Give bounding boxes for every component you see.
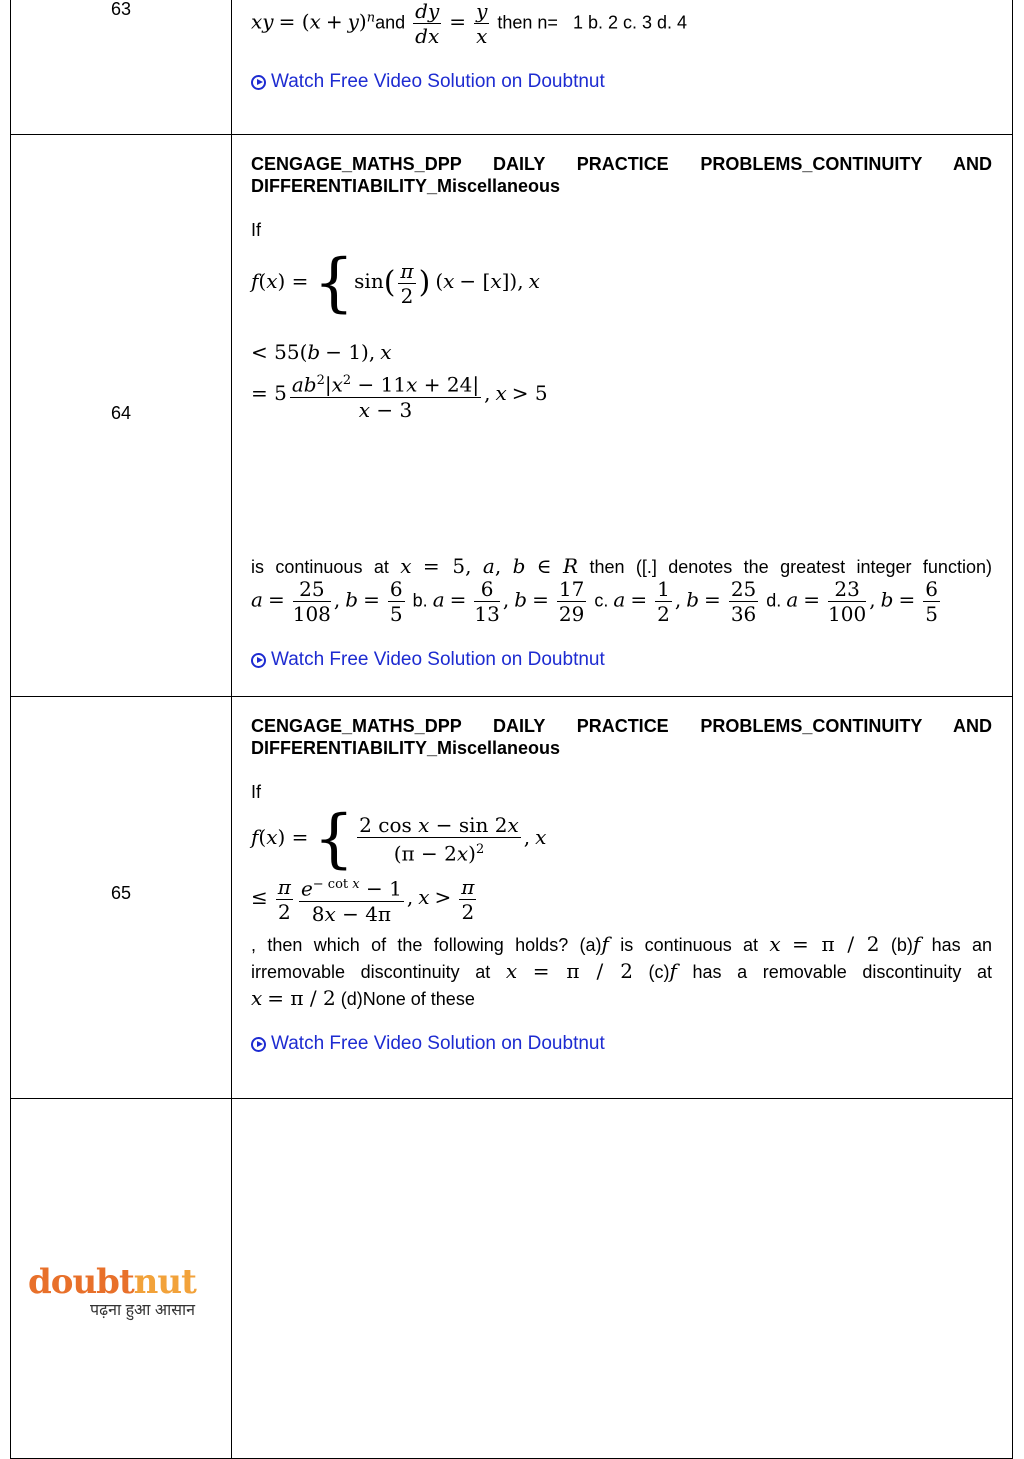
video-solution-link[interactable]: Watch Free Video Solution on Doubtnut bbox=[251, 69, 605, 95]
question-number-cell bbox=[11, 697, 232, 1099]
question-number-cell bbox=[11, 0, 232, 135]
question-row-64 bbox=[11, 135, 1013, 697]
question-body bbox=[232, 0, 1013, 135]
function-definition-line-3: = 5 $\frac{ab^2|x^2 - 11x + 24|}{x - 3}$ , x > 5 bbox=[251, 369, 548, 422]
question-text: xy = $(x + y)^nand$ $\frac{dy}{dx}$ = $\frac{y}{x}$ then n= 1 b. 2 c. 3 d. 4 bbox=[251, 0, 688, 48]
if-label: If bbox=[251, 220, 262, 240]
function-definition-line-2: < 55(b − 1), x bbox=[251, 340, 392, 364]
logo-wordmark: doubtnut bbox=[28, 1262, 196, 1302]
question-text-line-2: irremovable discontinuity at x = π / 2 (c)f has a removable discontinuity at bbox=[251, 959, 992, 983]
function-definition-line-2: ≤ $\frac{\pi}{2}$ $\frac{e^{- cot x} - 1}{8x - 4\pi}$ , x > $\frac{\pi}{2}$ bbox=[251, 874, 475, 926]
question-number-cell bbox=[11, 135, 232, 697]
if-label: If bbox=[251, 782, 262, 802]
question-number: 65 bbox=[110, 883, 132, 903]
question-text-line-1: , then which of the following holds? (a)f is continuous at x = π / 2 (b)f has an bbox=[251, 932, 992, 956]
question-number: 64 bbox=[110, 403, 132, 423]
question-text-line-3: x = π / 2 (d)None of these bbox=[251, 986, 475, 1010]
logo-tagline: पढ़ना हुआ आसान bbox=[90, 1302, 196, 1319]
video-solution-link[interactable]: Watch Free Video Solution on Doubtnut bbox=[251, 647, 605, 673]
question-row-65 bbox=[11, 697, 1013, 1099]
question-number: 63 bbox=[110, 0, 132, 19]
play-circle-icon bbox=[251, 1037, 266, 1052]
questions-table bbox=[10, 0, 1013, 1459]
function-definition-line-1: f(x) = { $\frac{\text{2 cos x − sin 2x}}{(\pi - 2x)^2}$ , x bbox=[251, 802, 547, 876]
doubtnut-logo bbox=[28, 1262, 218, 1320]
answer-options: a = $\frac{25}{108}$ , b = $\frac{6}{5}$ b. a = $\frac{6}{13}$ , b = $\frac{17}{29}$ c. a = $\frac{1}{2}$ , b = $\frac{25}{36}$ d. a = $\frac{23}{100}$ , b = $\frac{6}{5}$ bbox=[251, 577, 938, 626]
question-row-63 bbox=[11, 0, 1013, 135]
question-body bbox=[232, 135, 1013, 697]
play-circle-icon bbox=[251, 75, 266, 90]
function-definition-line-1: f(x) = {sin( $\frac{\pi}{2}$ ) (x − [x]), x bbox=[251, 246, 540, 320]
video-solution-link[interactable]: Watch Free Video Solution on Doubtnut bbox=[251, 1031, 605, 1057]
question-source: CENGAGE_MATHS_DPP DAILY PRACTICE PROBLEMS_CONTINUITY AND DIFFERENTIABILITY_Miscellaneous bbox=[251, 716, 992, 758]
question-source: CENGAGE_MATHS_DPP DAILY PRACTICE PROBLEMS_CONTINUITY AND DIFFERENTIABILITY_Miscellaneous bbox=[251, 154, 992, 196]
continuity-statement: is continuous at x = 5, a, b ∈ R then ([.] denotes the greatest integer function) bbox=[251, 554, 992, 578]
question-body bbox=[232, 697, 1013, 1099]
empty-cell bbox=[232, 1099, 1013, 1459]
answer-options: 1 b. 2 c. 3 d. 4 bbox=[572, 12, 688, 33]
play-circle-icon bbox=[251, 653, 266, 668]
